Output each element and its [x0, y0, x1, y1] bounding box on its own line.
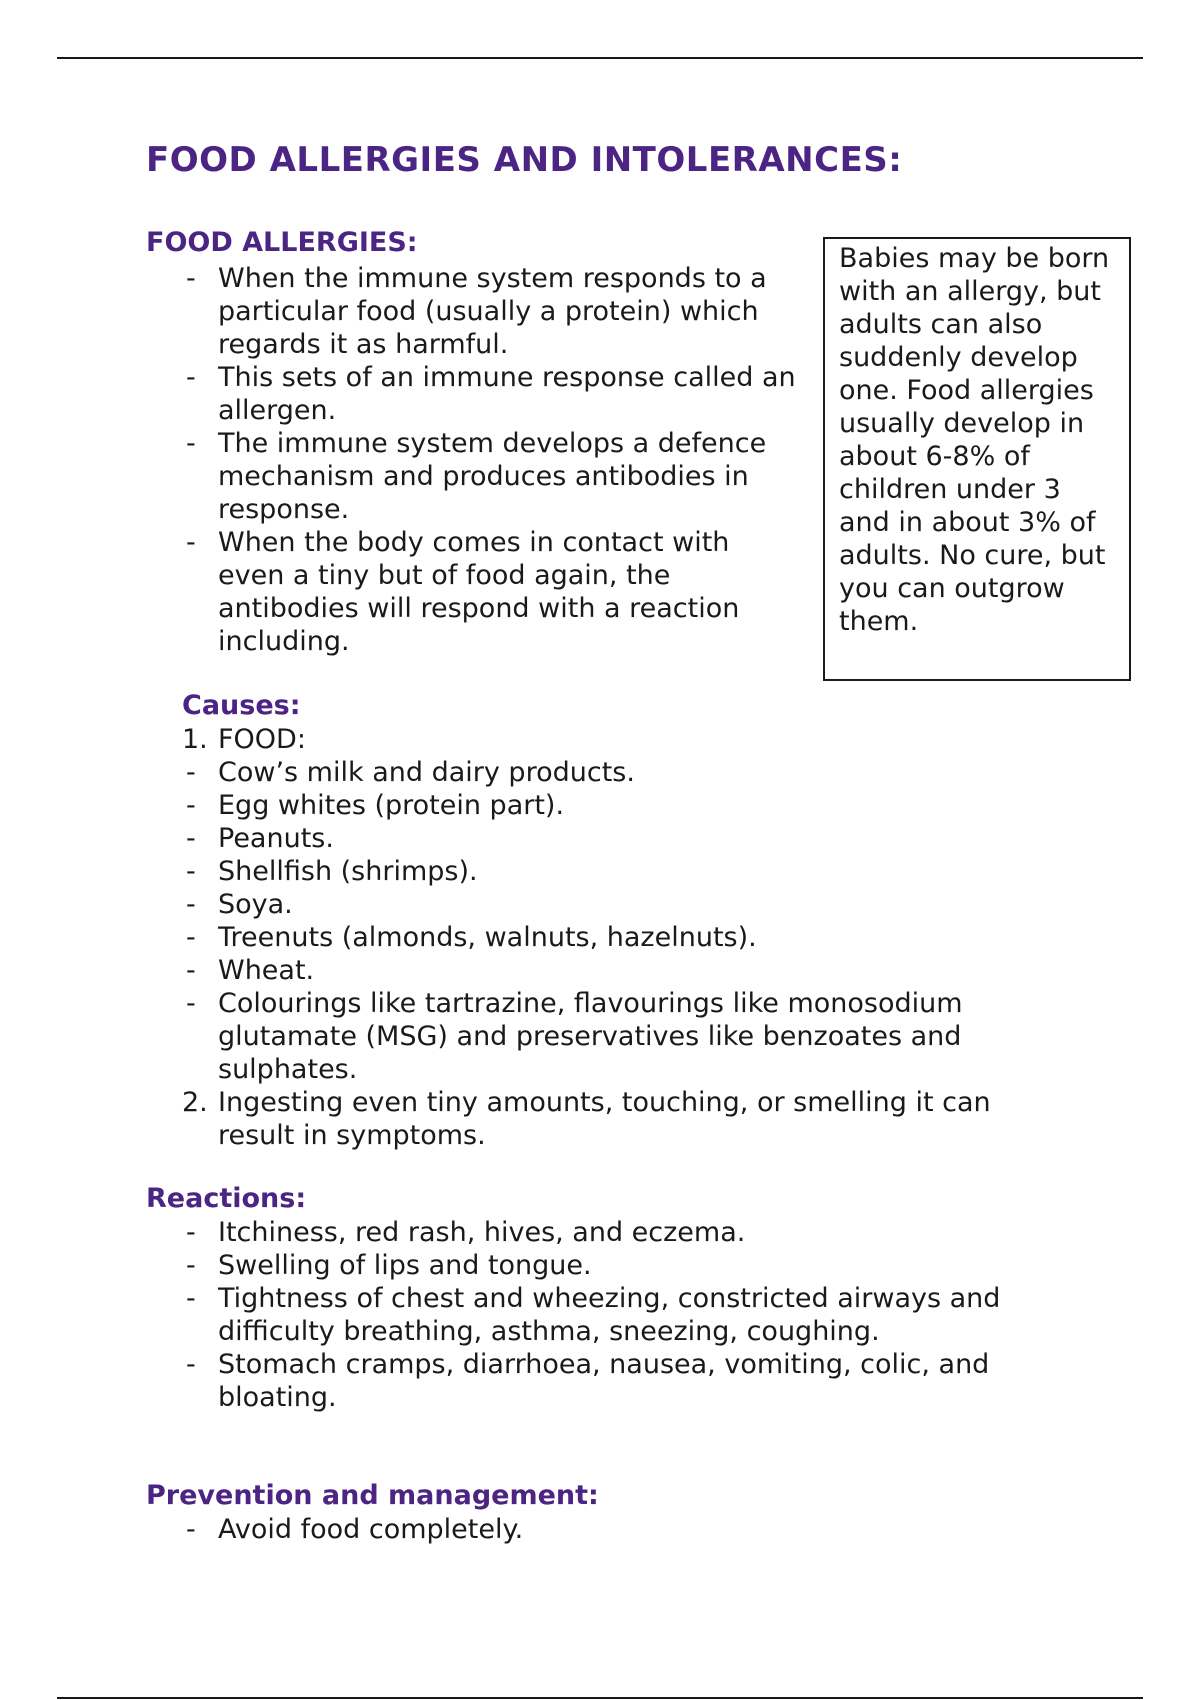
info-sidebox: Babies may be born with an allergy, but adults can also suddenly develop one. Food allergies usually develop in about 6-8% of children under 3 and in about 3% of adults. No cure, but you can outgrow them. [823, 237, 1131, 681]
list-item-text: Peanuts. [218, 823, 334, 854]
list-item-text: Itchiness, red rash, hives, and eczema. [218, 1217, 746, 1248]
list-item [182, 822, 1062, 855]
list-item-text: Wheat. [218, 955, 315, 986]
reactions-heading: Reactions: [146, 1183, 307, 1214]
dash-bullet: - [186, 1283, 196, 1314]
dash-bullet: - [186, 889, 196, 920]
list-item [182, 789, 1062, 822]
dash-bullet: - [186, 823, 196, 854]
dash-bullet: - [186, 988, 196, 1019]
list-item [182, 262, 800, 361]
dash-bullet: - [186, 922, 196, 953]
list-item [182, 756, 1062, 789]
list-item-text: Avoid food completely. [218, 1514, 524, 1545]
list-item [182, 361, 800, 427]
dash-bullet: - [186, 1217, 196, 1248]
list-item-text: Ingesting even tiny amounts, touching, or smelling it can result in symptoms. [218, 1087, 991, 1151]
reactions-list [182, 1216, 1062, 1414]
top-rule [57, 57, 1143, 59]
dash-bullet: - [186, 790, 196, 821]
dash-bullet: - [186, 428, 196, 459]
list-item [182, 1513, 1062, 1546]
list-item [182, 1249, 1062, 1282]
causes-heading: Causes: [182, 690, 301, 721]
page-title: FOOD ALLERGIES AND INTOLERANCES: [146, 140, 903, 180]
list-item [182, 888, 1062, 921]
list-item [182, 723, 1062, 756]
food-allergies-heading: FOOD ALLERGIES: [146, 227, 418, 258]
causes-list [182, 723, 1062, 1152]
food-allergies-list [182, 262, 800, 658]
dash-bullet: - [186, 362, 196, 393]
list-item-text: Egg whites (protein part). [218, 790, 565, 821]
prevention-heading: Prevention and management: [146, 1480, 599, 1511]
list-item-text: Tightness of chest and wheezing, constricted airways and difficulty breathing, asthma, sneezing, coughing. [218, 1283, 1001, 1347]
list-item [182, 954, 1062, 987]
bottom-rule [57, 1697, 1143, 1699]
list-item [182, 1282, 1062, 1348]
dash-bullet: - [186, 1349, 196, 1380]
dash-bullet: - [186, 1514, 196, 1545]
list-item-text: Shellfish (shrimps). [218, 856, 478, 887]
list-item [182, 987, 1062, 1086]
dash-bullet: - [186, 1250, 196, 1281]
list-item-text: The immune system develops a defence mechanism and produces antibodies in response. [218, 428, 767, 525]
list-item [182, 921, 1062, 954]
dash-bullet: - [186, 757, 196, 788]
list-item-text: FOOD: [218, 724, 306, 755]
dash-bullet: - [186, 955, 196, 986]
numbered-marker: 2. [182, 1087, 208, 1118]
dash-bullet: - [186, 263, 196, 294]
dash-bullet: - [186, 856, 196, 887]
list-item-text: Stomach cramps, diarrhoea, nausea, vomiting, colic, and bloating. [218, 1349, 990, 1413]
list-item-text: Soya. [218, 889, 293, 920]
list-item [182, 855, 1062, 888]
list-item-text: Swelling of lips and tongue. [218, 1250, 592, 1281]
list-item-text: Treenuts (almonds, walnuts, hazelnuts). [218, 922, 757, 953]
list-item-text: Cow’s milk and dairy products. [218, 757, 635, 788]
list-item [182, 1086, 1062, 1152]
list-item [182, 427, 800, 526]
list-item-text: Colourings like tartrazine, flavourings like monosodium glutamate (MSG) and preservatives like benzoates and sulphates. [218, 988, 963, 1085]
list-item-text: When the body comes in contact with even a tiny but of food again, the antibodies will respond with a reaction including. [218, 527, 740, 657]
prevention-list [182, 1513, 1062, 1546]
list-item-text: When the immune system responds to a particular food (usually a protein) which regards it as harmful. [218, 263, 767, 360]
numbered-marker: 1. [182, 724, 208, 755]
list-item [182, 526, 800, 658]
dash-bullet: - [186, 527, 196, 558]
list-item-text: This sets of an immune response called an allergen. [218, 362, 796, 426]
list-item [182, 1348, 1062, 1414]
list-item [182, 1216, 1062, 1249]
